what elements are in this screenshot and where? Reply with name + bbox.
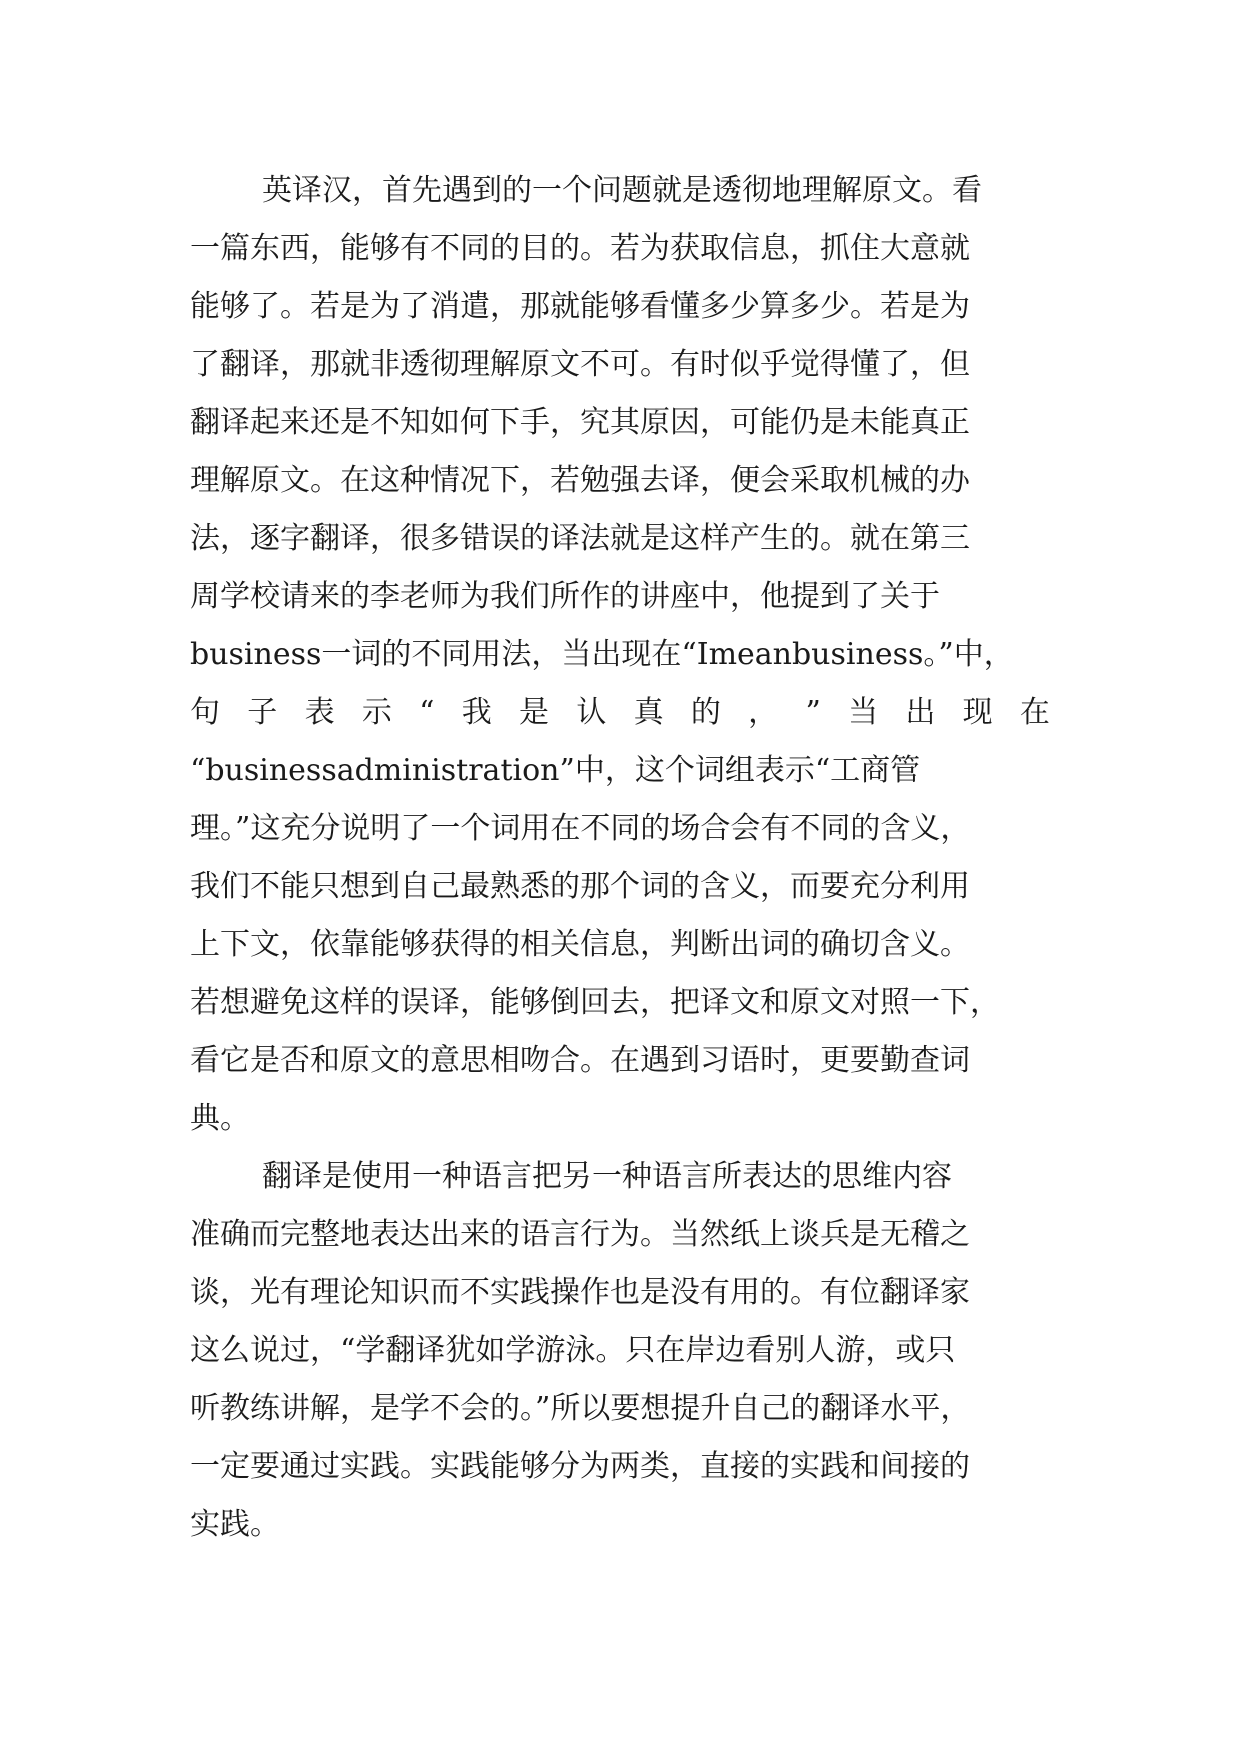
text-line: business一词的不同用法，当出现在“Imeanbusiness。”中，: [190, 637, 1014, 672]
paragraph-2: [190, 1148, 1050, 1554]
justified-char: 表: [304, 695, 335, 730]
text-line: 我们不能只想到自己最熟悉的那个词的含义，而要充分利用: [190, 869, 970, 904]
text-line: 看它是否和原文的意思相吻合。在遇到习语时，更要勤查词: [190, 1043, 970, 1078]
justified-char: 句: [190, 695, 220, 730]
text-line: 听教练讲解，是学不会的。”所以要想提升自己的翻译水平，: [190, 1391, 971, 1426]
justified-char: 当: [848, 695, 879, 730]
text-line: 典。: [190, 1101, 250, 1136]
text-line: 一篇东西，能够有不同的目的。若为获取信息，抓住大意就: [190, 231, 970, 266]
justified-char: 真: [633, 695, 664, 730]
text-line: 理。”这充分说明了一个词用在不同的场合会有不同的含义，: [190, 811, 971, 846]
text-line: “businessadministration”中，这个词组表示“工商管: [190, 753, 921, 788]
text-line: 理解原文。在这种情况下，若勉强去译，便会采取机械的办: [190, 463, 970, 498]
paragraph-1: [190, 162, 1050, 1148]
text-line: 准确而完整地表达出来的语言行为。当然纸上谈兵是无稽之: [190, 1217, 970, 1252]
text-line: 谈，光有理论知识而不实践操作也是没有用的。有位翻译家: [190, 1275, 970, 1310]
text-line: 实践。: [190, 1507, 280, 1542]
justified-char: ”: [805, 695, 821, 730]
justified-char: 出: [905, 695, 936, 730]
justified-char: 我: [461, 695, 492, 730]
text-line: 能够了。若是为了消遣，那就能够看懂多少算多少。若是为: [190, 289, 970, 324]
text-line: 法，逐字翻译，很多错误的译法就是这样产生的。就在第三: [190, 521, 970, 556]
text-line: 这么说过，“学翻译犹如学游泳。只在岸边看别人游，或只: [190, 1333, 956, 1368]
text-line: 周学校请来的李老师为我们所作的讲座中，他提到了关于: [190, 579, 940, 614]
text-line: 上下文，依靠能够获得的相关信息，判断出词的确切含义。: [190, 927, 970, 962]
text-line: 了翻译，那就非透彻理解原文不可。有时似乎觉得懂了，但: [190, 347, 970, 382]
justified-char: 的: [690, 695, 721, 730]
justified-char: 示: [361, 695, 392, 730]
text-line-justified: [190, 684, 1050, 742]
justified-char: 在: [1019, 695, 1050, 730]
justified-char: 子: [247, 695, 278, 730]
text-line: 一定要通过实践。实践能够分为两类，直接的实践和间接的: [190, 1449, 970, 1484]
text-line: 英译汉，首先遇到的一个问题就是透彻地理解原文。看: [262, 173, 982, 208]
justified-char: “: [419, 695, 435, 730]
justified-char: ，: [748, 695, 779, 730]
document-body: [190, 162, 1050, 1554]
text-line: 翻译是使用一种语言把另一种语言所表达的思维内容: [262, 1159, 952, 1194]
text-line: 若想避免这样的误译，能够倒回去，把译文和原文对照一下，: [190, 985, 1000, 1020]
justified-char: 认: [576, 695, 607, 730]
justified-char: 是: [519, 695, 550, 730]
text-line: 翻译起来还是不知如何下手，究其原因，可能仍是未能真正: [190, 405, 970, 440]
justified-char: 现: [962, 695, 993, 730]
